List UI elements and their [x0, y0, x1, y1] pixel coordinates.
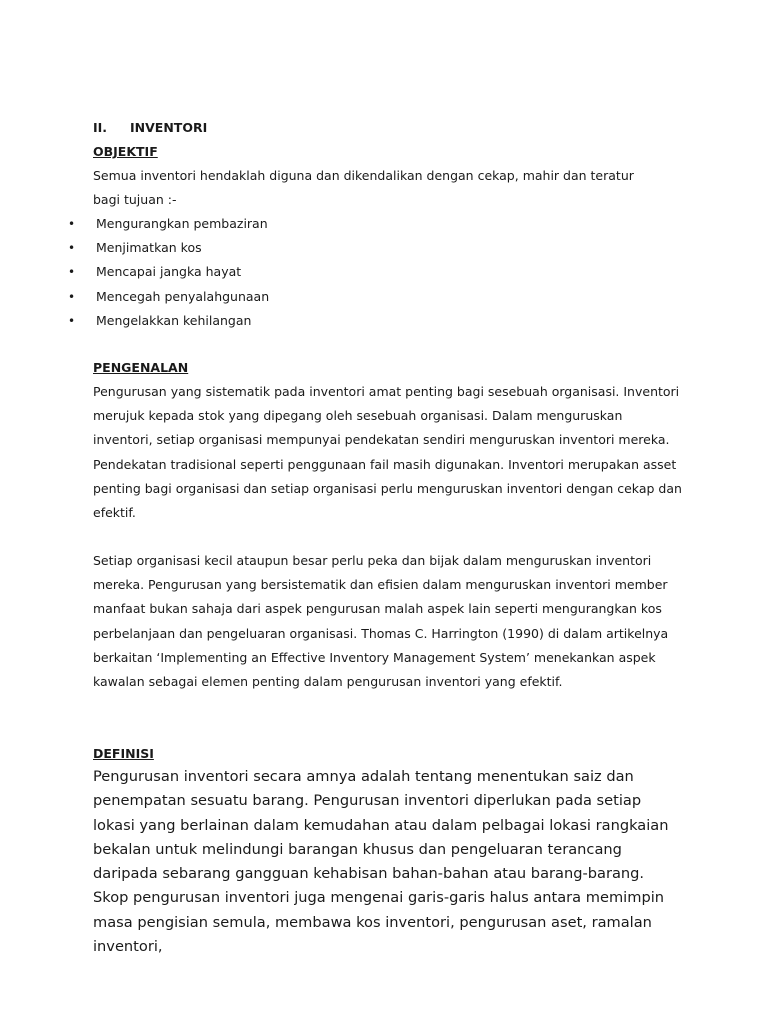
- definisi-heading: DEFINISI: [93, 746, 154, 761]
- list-item-text: Mengurangkan pembaziran: [96, 216, 268, 231]
- bullet-icon: •: [68, 265, 76, 280]
- pengenalan-paragraph-2: Setiap organisasi kecil ataupun besar perlu peka dan bijak dalam menguruskan inventori mereka. Pengurusan yang bersistematik dan efisien dalam menguruskan inventori member manfaat bukan sahaja dari aspek pengurusan malah aspek lain seperti mengurangkan kos perbelanjaan dan pengeluaran organisasi. Thomas C. Harrington (1990) di dalam artikelnya berkaitan ‘Implementing an Effective Inventory Management System’ menekankan aspek kawalan sebagai elemen penting dalam pengurusan inventori yang efektif.: [93, 553, 669, 690]
- definisi-paragraph: Pengurusan inventori secara amnya adalah tentang menentukan saiz dan penempatan sesuatu barang. Pengurusan inventori diperlukan pada setiap lokasi yang berlainan dalam kemudahan atau dalam pelbagai lokasi rangkaian bekalan untuk melindungi barangan khusus dan pengeluaran terancang daripada sebarang gangguan kehabisan bahan-bahan atau barang-barang. Skop pengurusan inventori juga mengenai garis-garis halus antara memimpin masa pengisian semula, membawa kos inventori, pengurusan aset, ramalan inventori,: [93, 768, 669, 956]
- bullet-icon: •: [68, 289, 76, 304]
- list-item-text: Menjimatkan kos: [96, 240, 202, 256]
- bullet-icon: •: [68, 241, 76, 256]
- section-number: II.: [93, 120, 108, 135]
- objektif-intro: Semua inventori hendaklah diguna dan dikendalikan dengan cekap, mahir dan teratur bagi tujuan :-: [93, 168, 634, 208]
- bullet-icon: •: [68, 313, 76, 328]
- list-item-text: Mencapai jangka hayat: [96, 264, 242, 280]
- list-item-text: Mengelakkan kehilangan: [96, 312, 252, 328]
- pengenalan-paragraph-1: Pengurusan yang sistematik pada inventori amat penting bagi sesebuah organisasi. Inventori merujuk kepada stok yang dipegang oleh sesebuah organisasi. Dalam menguruskan inventori, setiap organisasi mempunyai pendekatan sendiri menguruskan inventori mereka. Pendekatan tradisional seperti penggunaan fail masih digunakan. Inventori merupakan asset penting bagi organisasi dan setiap organisasi perlu menguruskan inventori dengan cekap dan efektif.: [93, 384, 682, 521]
- pengenalan-heading: PENGENALAN: [93, 360, 189, 375]
- section-heading: [93, 120, 207, 136]
- objektif-heading: OBJEKTIF: [93, 144, 158, 159]
- bullet-icon: •: [68, 217, 76, 231]
- section-title: INVENTORI: [130, 120, 208, 135]
- list-item-text: Mencegah penyalahgunaan: [96, 288, 270, 304]
